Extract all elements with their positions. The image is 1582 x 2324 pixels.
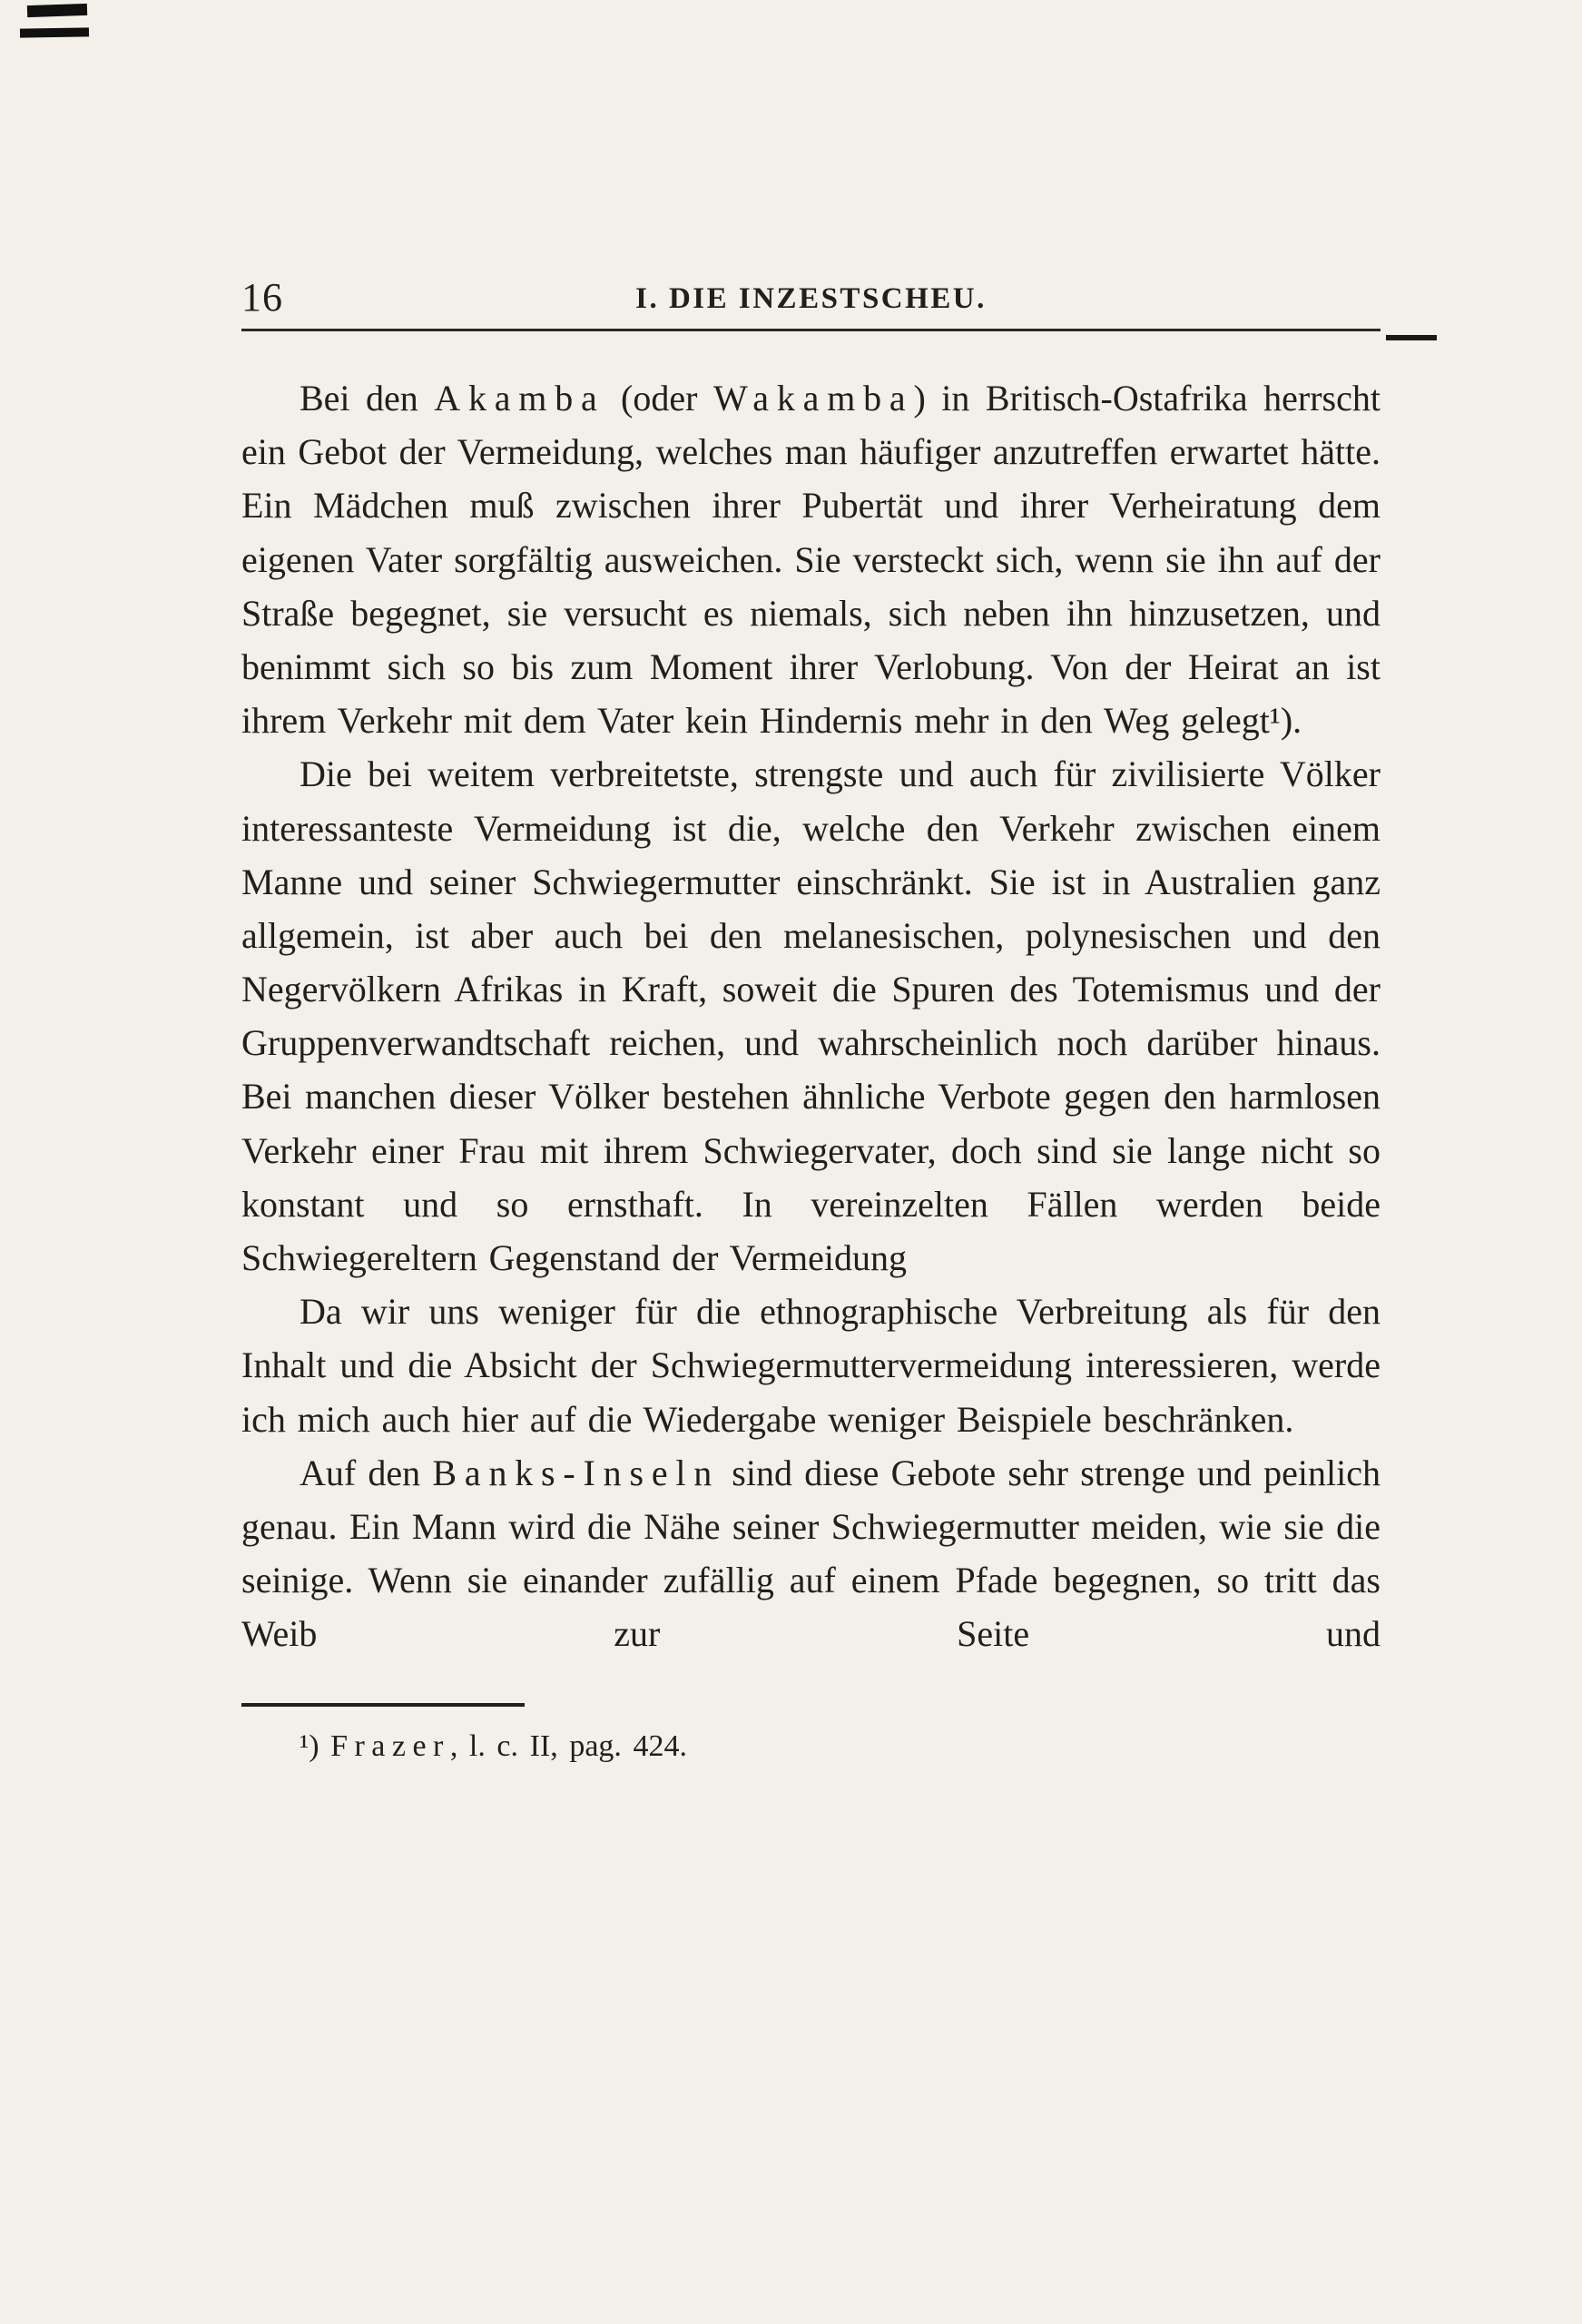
text-run: Auf den (300, 1452, 433, 1493)
paragraph (241, 747, 1381, 1285)
text-run: ¹) (300, 1728, 331, 1763)
footnote-rule (241, 1703, 525, 1707)
letterspaced-term: Frazer (330, 1728, 450, 1763)
paragraph (241, 1285, 1381, 1446)
letterspaced-term: Wakamba (712, 378, 914, 419)
rule-end-dash-artifact (1386, 335, 1437, 340)
text-run: (oder (604, 378, 713, 419)
text-block (241, 265, 1381, 1768)
header-rule (241, 329, 1381, 331)
page-header (241, 265, 1381, 318)
paragraph (241, 371, 1381, 747)
scan-artifact-mark-top (27, 4, 87, 17)
text-run: ) in Britisch-Ostafrika herrscht ein Gebot der Vermeidung, welches man häufiger anzutreffen erwartet hätte. Ein Mädchen muß zwischen ihrer Pubertät und ihrer Verheiratung dem eigenen Vater sorgfältig ausweichen. Sie versteckt sich, wenn sie ihn auf der Straße begegnet, sie versucht es niemals, sich neben ihn hinzusetzen, und benimmt sich so bis zum Moment ihrer Verlobung. Von der Heirat an ist ihrem Verkehr mit dem Vater kein Hindernis mehr in den Weg gelegt¹). (241, 378, 1381, 742)
body-text (241, 371, 1381, 1661)
scan-artifact-mark-bottom (20, 27, 89, 37)
text-run: , l. c. II, pag. 424. (449, 1728, 688, 1763)
text-run: Da wir uns weniger für die ethnographische Verbreitung als für den Inhalt und die Absicht der Schwiegermuttervermeidung interessieren, werde ich mich auch hier auf die Wiedergabe weniger Beispiele beschränken. (241, 1291, 1381, 1440)
letterspaced-term: Akamba (434, 378, 605, 419)
paragraph (241, 1446, 1381, 1661)
text-run: sind diese Gebote sehr strenge und peinlich genau. Ein Mann wird die Nähe seiner Schwiegermutter meiden, wie sie die seinige. Wenn sie einander zufällig auf einem Pfade begegnen, so tritt das Weib zur Seite und (241, 1452, 1381, 1655)
text-run: Die bei weitem verbreitetste, strengste und auch für zivilisierte Völker interessanteste Vermeidung ist die, welche den Verkehr zwischen einem Manne und seiner Schwiegermutter einschränkt. Sie ist in Australien ganz allgemein, ist aber auch bei den melanesischen, polynesischen und den Negervölkern Afrikas in Kraft, soweit die Spuren des Totemismus und der Gruppenverwandtschaft reichen, und wahrscheinlich noch darüber hinaus. Bei manchen dieser Völker bestehen ähnliche Verbote gegen den harmlosen Verkehr einer Frau mit ihrem Schwiegervater, doch sind sie lange nicht so konstant und so ernsthaft. In vereinzelten Fällen werden beide Schwiegereltern Gegenstand der Vermeidung (241, 753, 1381, 1278)
footnote-block (241, 1703, 1381, 1768)
page-number: 16 (241, 275, 283, 320)
letterspaced-term: Banks-Inseln (432, 1452, 721, 1493)
footnote-text (241, 1725, 1381, 1768)
text-run: Bei den (300, 378, 435, 419)
running-head-title: I. DIE INZESTSCHEU. (635, 282, 987, 315)
